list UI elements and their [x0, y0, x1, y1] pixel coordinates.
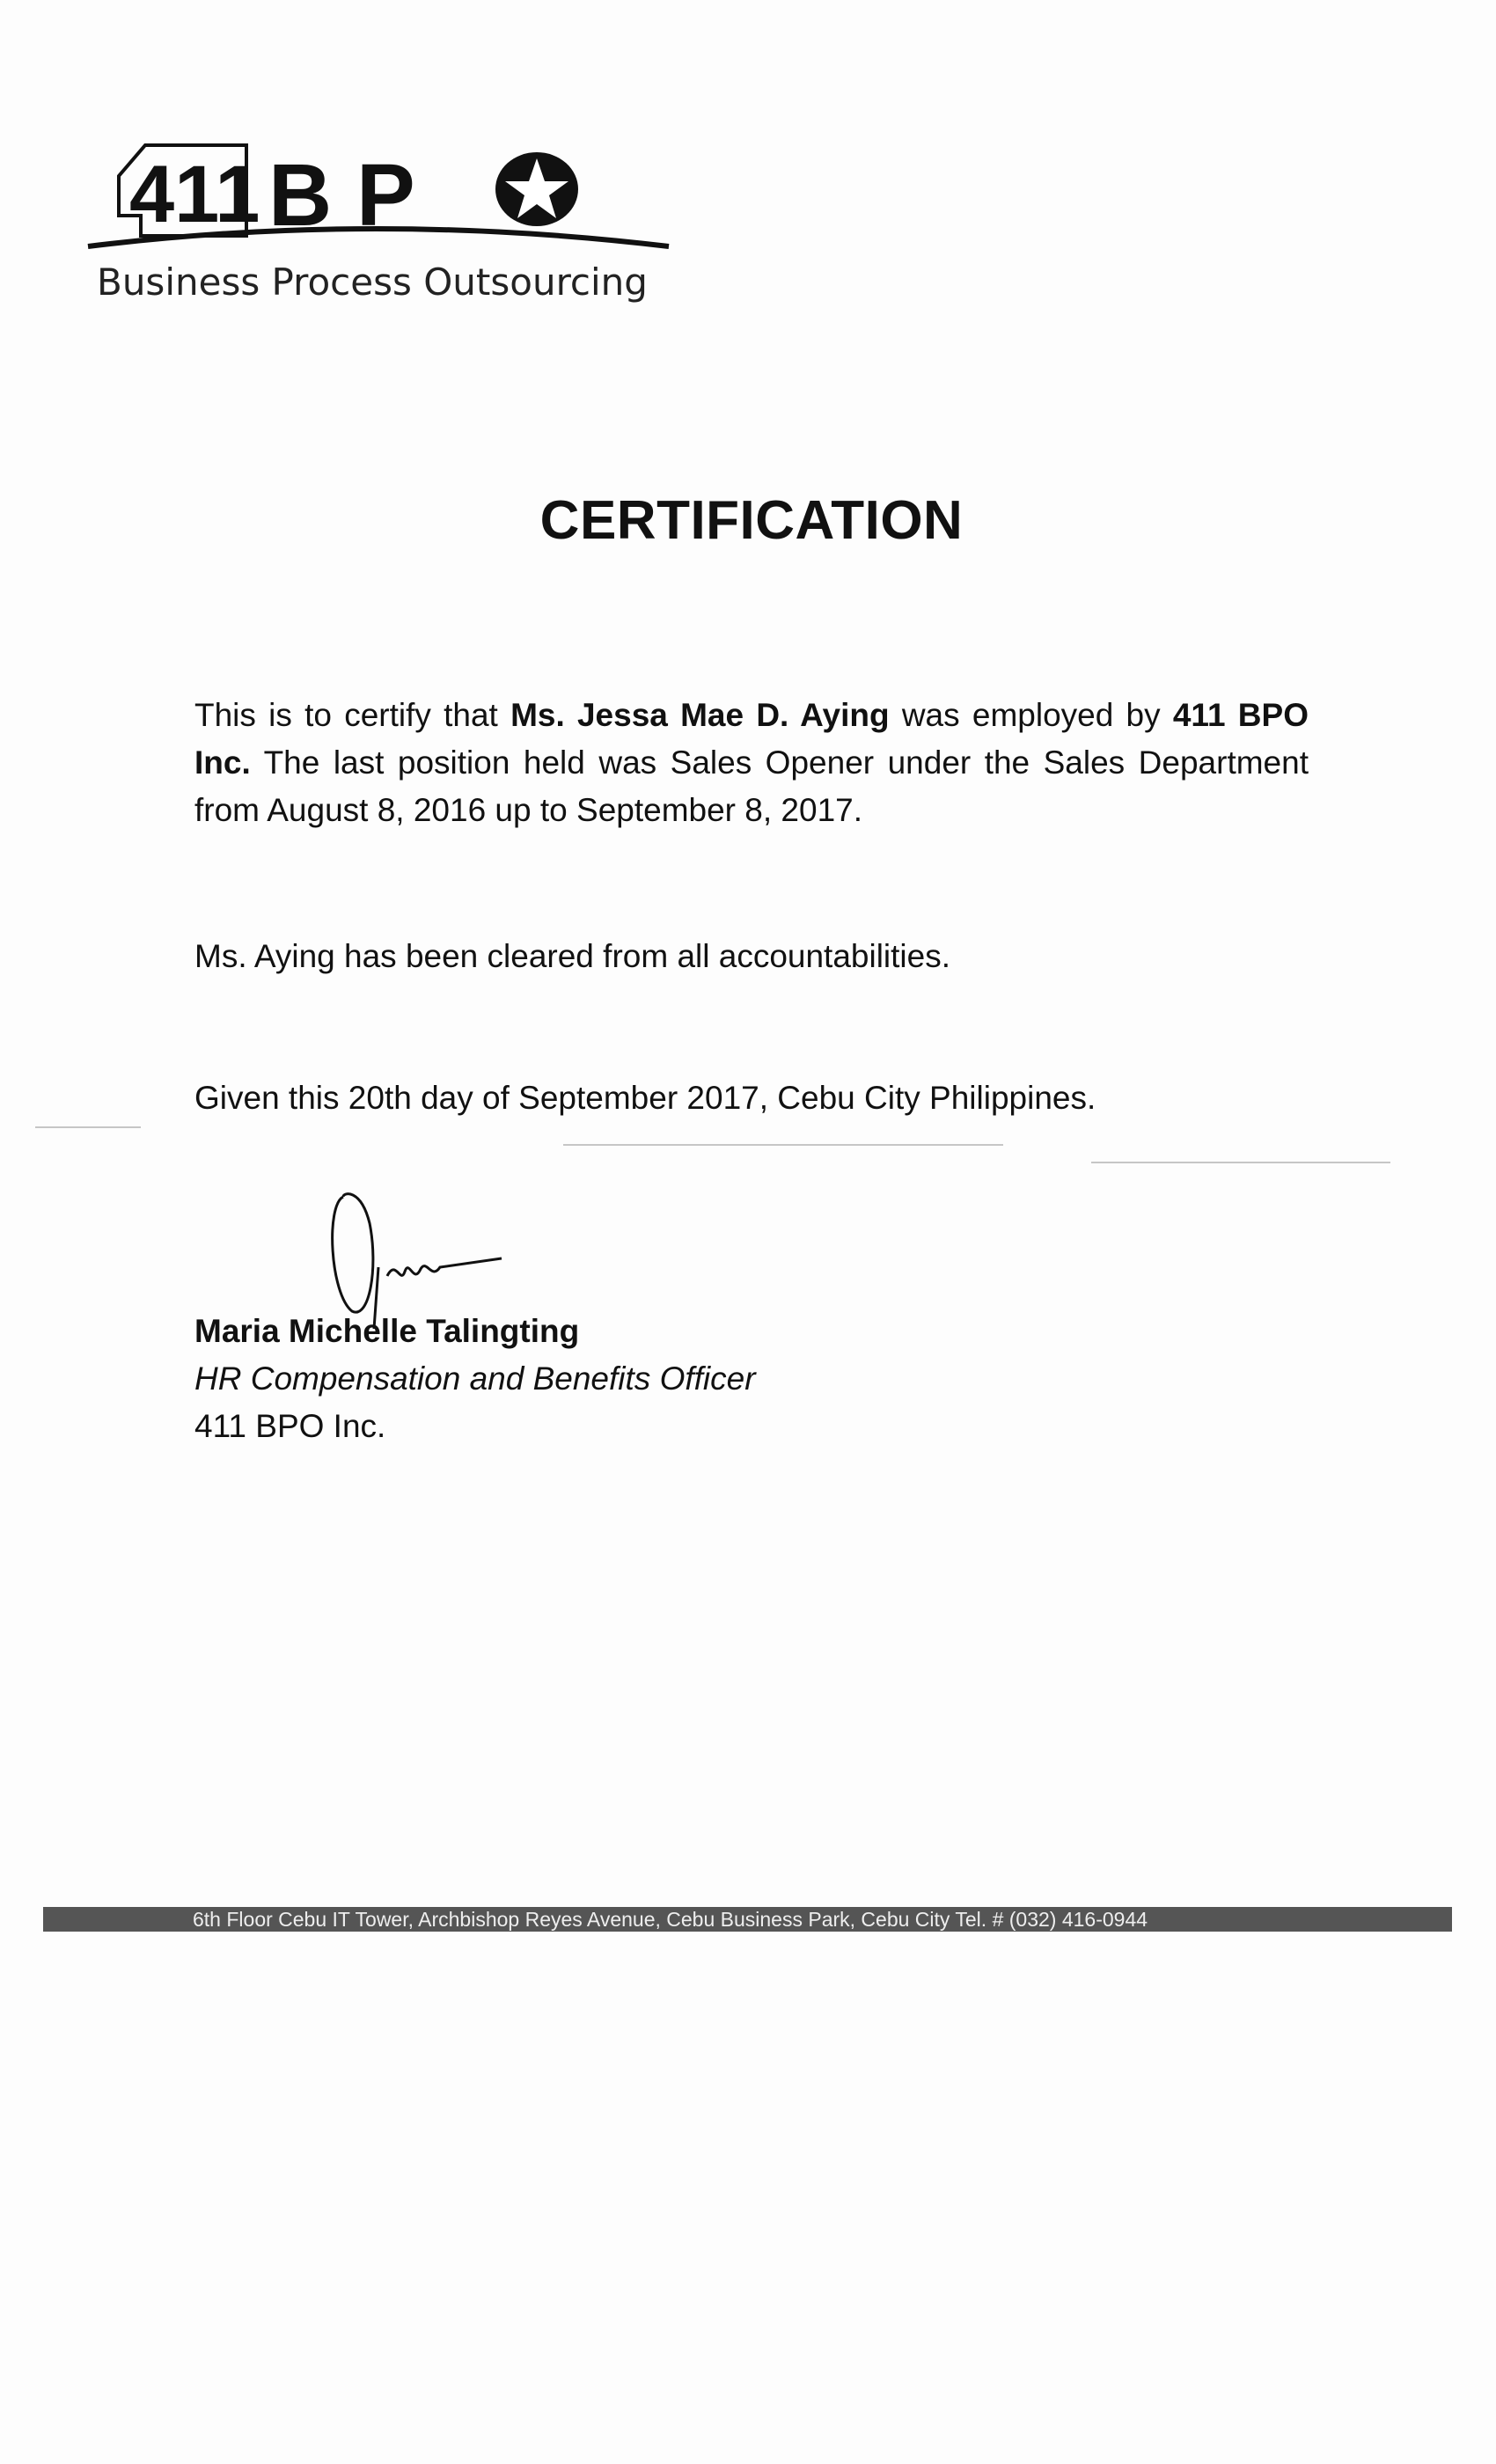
document-title: CERTIFICATION	[539, 490, 964, 551]
svg-text:411: 411	[129, 150, 260, 239]
signatory-name: Maria Michelle Talingting	[194, 1313, 580, 1349]
signatory-company: 411 BPO Inc.	[194, 1408, 386, 1444]
given-date-paragraph: Given this 20th day of September 2017, Cebu City Philippines.	[194, 1080, 1096, 1116]
company-name: 411 BPO Inc.	[194, 697, 1309, 781]
scan-artifact	[35, 1126, 141, 1128]
svg-text:B P: B P	[268, 146, 415, 245]
signatory-position: HR Compensation and Benefits Officer	[194, 1360, 756, 1397]
text-mid: was employed by	[889, 697, 1173, 733]
employee-name: Ms. Jessa Mae D. Aying	[510, 697, 890, 733]
svg-text:Business Process Outsourcing: Business Process Outsourcing	[97, 260, 648, 304]
scan-artifact	[563, 1144, 1003, 1146]
certification-paragraph	[194, 692, 1309, 834]
footer-address-bar	[43, 1907, 1452, 1932]
text-rest: The last position held was Sales Opener under the Sales Department from August 8, 2016 up to September 8, 2017.	[194, 744, 1309, 828]
text-intro: This is to certify that	[194, 697, 511, 733]
company-logo	[84, 132, 673, 308]
footer-address: 6th Floor Cebu IT Tower, Archbishop Reyes Avenue, Cebu Business Park, Cebu City Tel. # (032) 416-0944	[193, 1908, 1148, 1931]
scan-artifact	[1091, 1162, 1390, 1163]
clearance-paragraph: Ms. Aying has been cleared from all accountabilities.	[194, 938, 951, 974]
